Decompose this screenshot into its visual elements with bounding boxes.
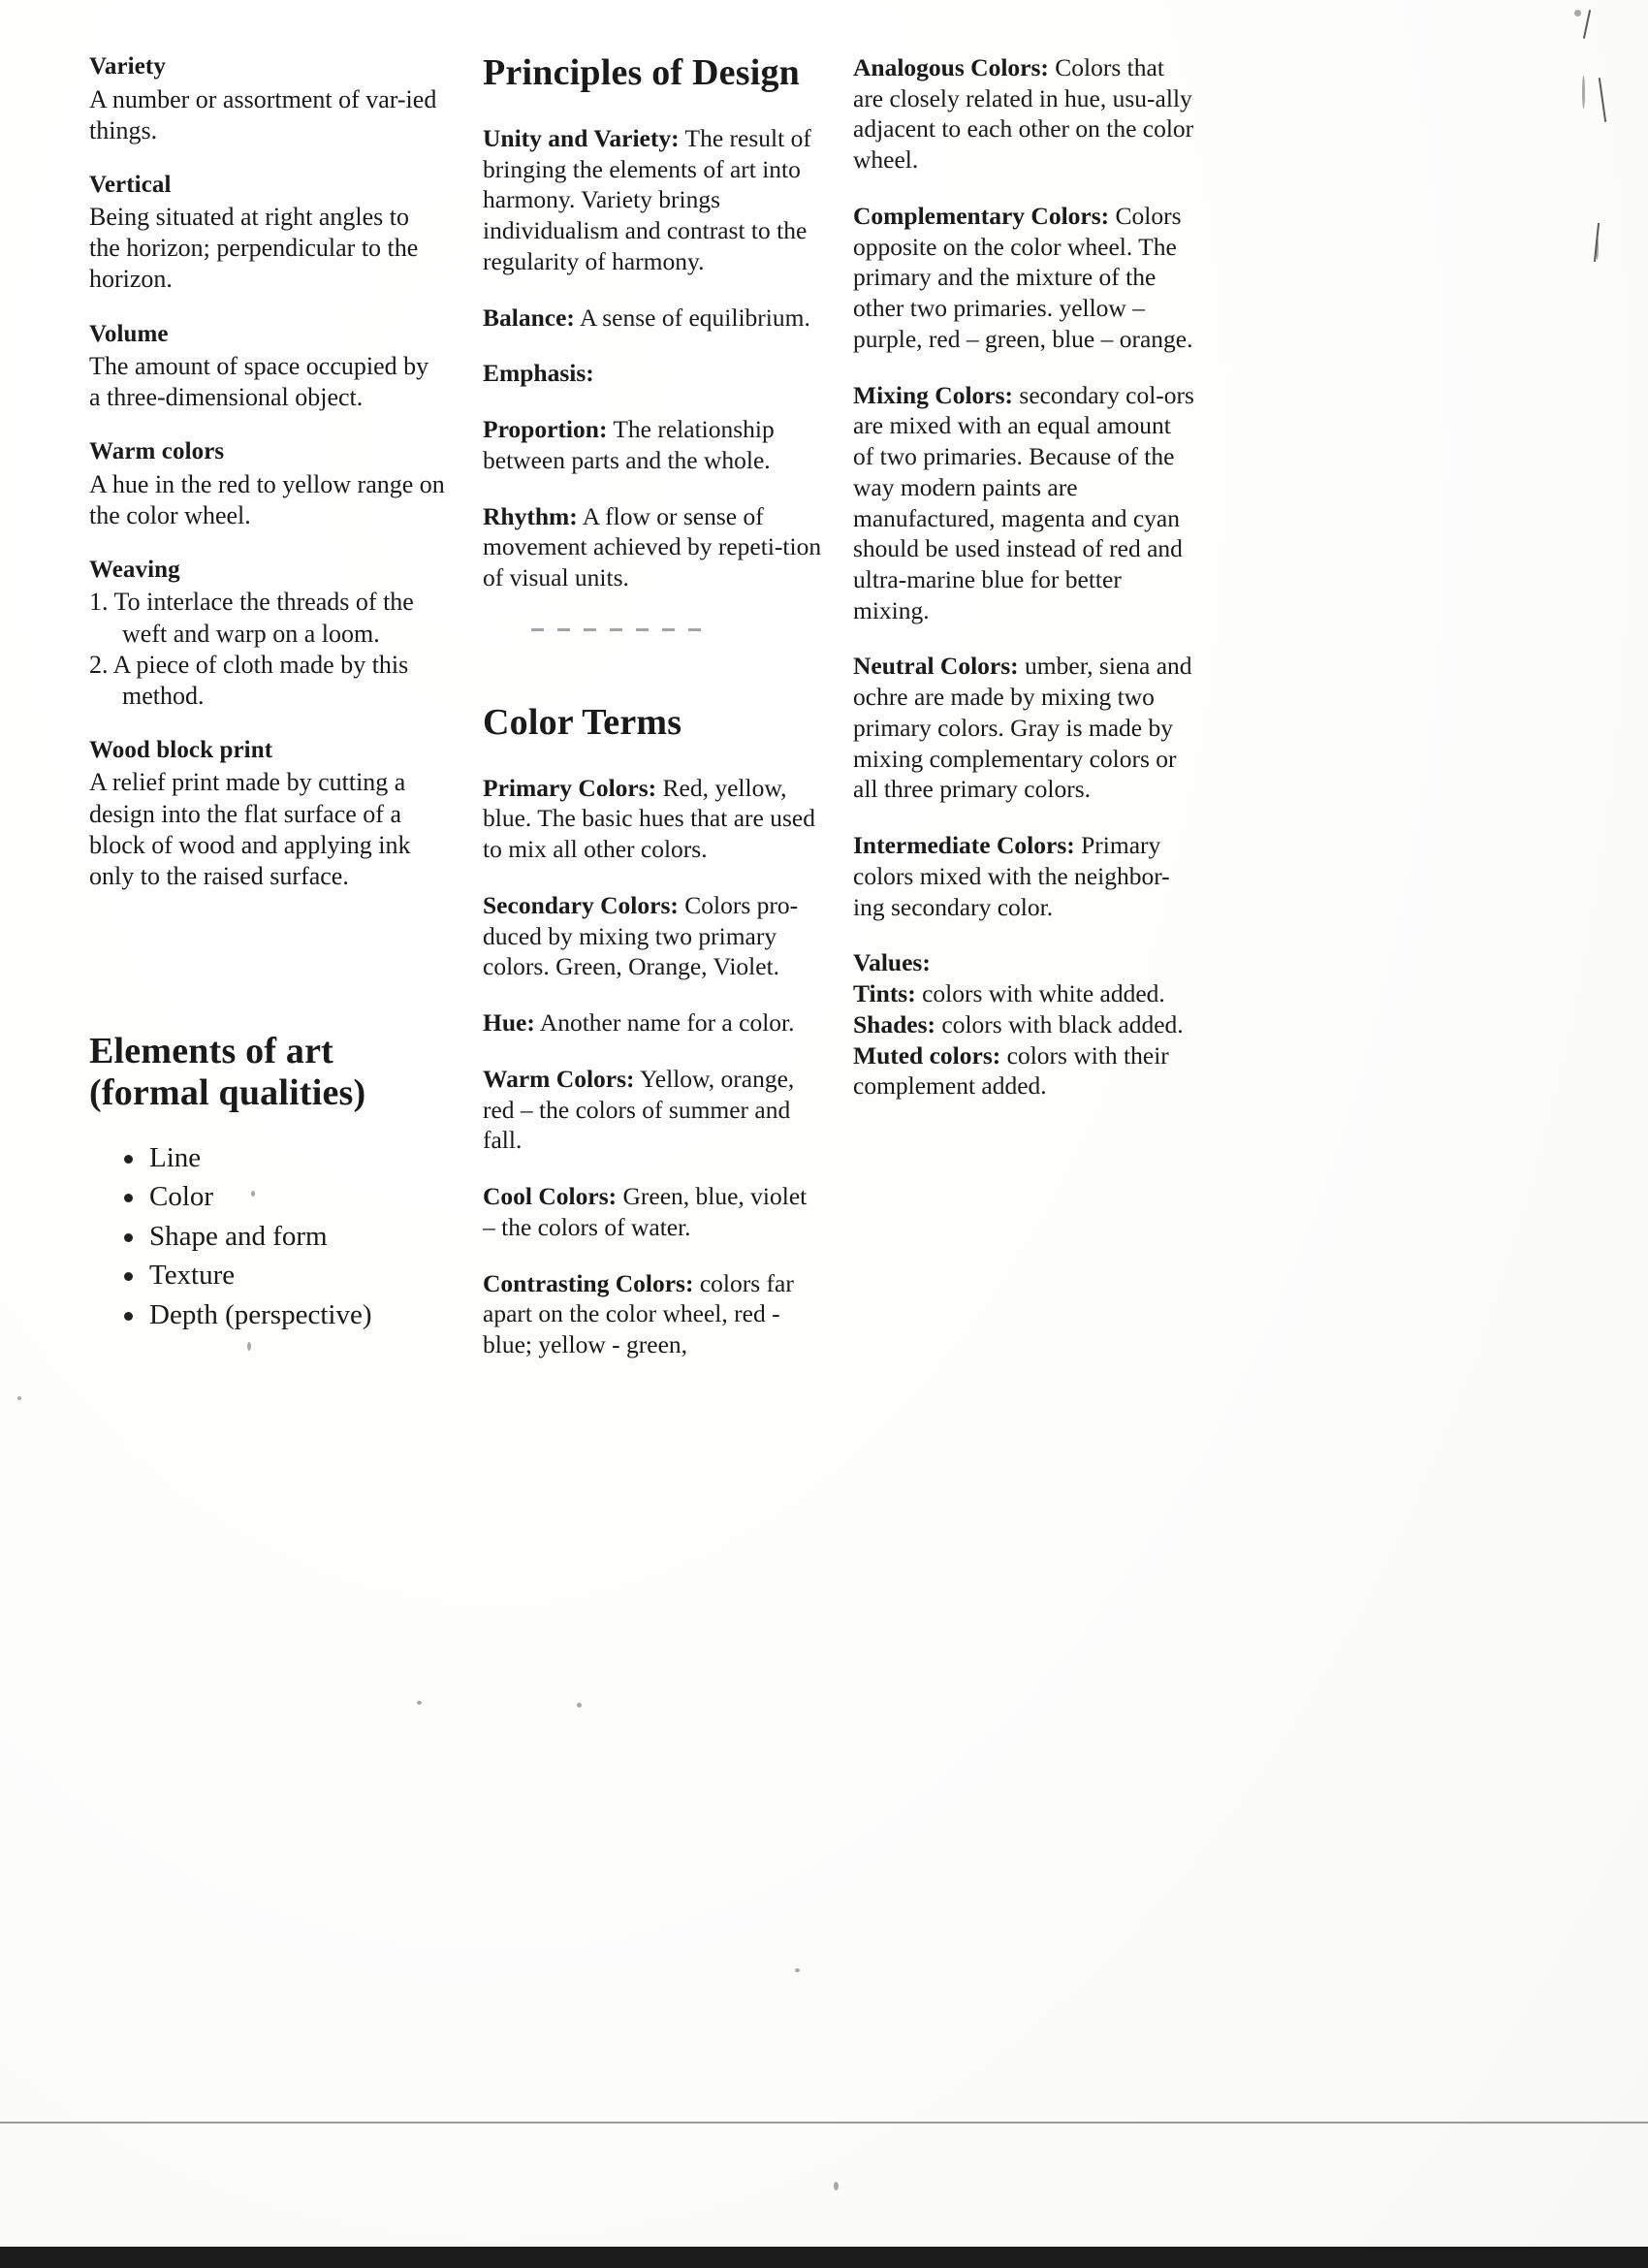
- term-label: Variety: [89, 53, 166, 80]
- elements-of-art-list: [89, 1139, 446, 1334]
- glossary-entry: [89, 52, 446, 146]
- page-bottom-rule: [0, 2122, 1648, 2124]
- color-term-body: Primary colors mixed with the neighbor-ing secondary color.: [853, 831, 1170, 921]
- glossary-entry-weaving: [89, 556, 446, 712]
- section-heading: [89, 1031, 446, 1114]
- color-term-lead: Hue:: [483, 1008, 535, 1038]
- color-term-entry: [483, 1181, 824, 1242]
- color-term-lead: Primary Colors:: [483, 773, 657, 802]
- definition-text: Being situated at right angles to the horizon; perpendicular to the horizon.: [89, 203, 419, 294]
- color-term-entry: [853, 201, 1197, 355]
- term-label: Weaving: [89, 556, 180, 583]
- principle-body: The result of bringing the elements of art into harmony. Variety brings individualism and contrast to the regularity of harmony.: [483, 123, 811, 275]
- scan-artifact-dashed-line: [531, 628, 711, 631]
- color-term-body: secondary col-ors are mixed with an equal amount of two primaries. Because of the way modern paints are manufactured, magenta and cyan should be used instead of red and ultra-marine blue for better mixing.: [853, 380, 1194, 624]
- color-term-body: Colors pro-duced by mixing two primary colors. Green, Orange, Violet.: [483, 890, 799, 981]
- principle-body: A flow or sense of movement achieved by repeti-tion of visual units.: [483, 501, 822, 592]
- values-entry: [853, 978, 1197, 1009]
- definition-text: A relief print made by cutting a design into the flat surface of a block of wood and applying ink only to the raised surface.: [89, 768, 411, 890]
- color-term-lead: Cool Colors:: [483, 1182, 618, 1211]
- definition-text: The amount of space occupied by a three-dimensional object.: [89, 352, 429, 412]
- definition-text: A number or assortment of var-ied things.: [89, 84, 437, 144]
- values-heading-label: Values:: [853, 948, 931, 977]
- color-term-entry: [853, 830, 1197, 922]
- color-term-body: Red, yellow, blue. The basic hues that are used to mix all other colors.: [483, 773, 815, 864]
- principle-entry: [483, 123, 824, 277]
- principle-lead: Emphasis:: [483, 359, 594, 388]
- section-heading-principles-of-design: Principles of Design: [483, 52, 800, 93]
- color-term-body: Green, blue, violet – the colors of water.: [483, 1182, 808, 1241]
- list-item: Texture: [122, 1257, 446, 1294]
- left-column: [89, 52, 446, 1336]
- values-body: colors with their complement added.: [853, 1040, 1169, 1101]
- values-lead: Tints:: [853, 979, 916, 1008]
- principle-lead: Rhythm:: [483, 501, 578, 530]
- color-term-entry: [853, 380, 1197, 626]
- color-term-body: Yellow, orange, red – the colors of summer and fall.: [483, 1064, 795, 1155]
- values-entry: [853, 1009, 1197, 1040]
- scanner-dark-edge: [0, 2247, 1648, 2268]
- color-term-lead: Secondary Colors:: [483, 890, 679, 919]
- color-term-body: Another name for a color.: [534, 1008, 795, 1038]
- color-term-lead: Complementary Colors:: [853, 201, 1110, 230]
- color-term-entry: [853, 651, 1197, 805]
- color-term-lead: Mixing Colors:: [853, 380, 1014, 409]
- principle-entry: [483, 501, 824, 593]
- glossary-entry-wood-block-print: [89, 736, 446, 892]
- color-term-body: Colors that are closely related in hue, usu-ally adjacent to each other on the color wheel.: [853, 53, 1194, 175]
- list-item: Color: [122, 1178, 446, 1216]
- values-heading: [853, 947, 1197, 978]
- values-body: colors with white added.: [915, 979, 1165, 1008]
- principle-body: A sense of equilibrium.: [574, 303, 810, 332]
- color-term-lead: Contrasting Colors:: [483, 1268, 694, 1297]
- list-item: Shape and form: [122, 1218, 446, 1256]
- section-heading-color-terms: Color Terms: [483, 701, 682, 743]
- color-term-lead: Neutral Colors:: [853, 652, 1019, 681]
- list-item: Line: [122, 1139, 446, 1177]
- color-term-body: colors far apart on the color wheel, red - blue; yellow - green,: [483, 1268, 794, 1358]
- color-term-lead: Analogous Colors:: [853, 53, 1049, 81]
- color-term-entry: [483, 890, 824, 982]
- principle-lead: Balance:: [483, 303, 575, 332]
- color-term-entry: [483, 1268, 824, 1360]
- weaving-definition-list: [89, 587, 446, 711]
- middle-column: [483, 52, 824, 1386]
- elements-of-art-section: [89, 1031, 446, 1334]
- color-term-body: umber, siena and ochre are made by mixing two primary colors. Gray is made by mixing complementary colors or all three primary colors.: [853, 652, 1192, 804]
- list-item: 1. To interlace the threads of the weft and warp on a loom.: [89, 588, 414, 648]
- term-label: Wood block print: [89, 736, 273, 763]
- principle-body: The relationship between parts and the whole.: [483, 415, 775, 474]
- principle-entry: [483, 414, 824, 475]
- color-term-entry: [483, 773, 824, 865]
- section-heading-line2: (formal qualities): [89, 1071, 366, 1113]
- principle-lead: Unity and Variety:: [483, 123, 680, 152]
- glossary-entry: [89, 320, 446, 414]
- color-term-entry: [483, 1007, 824, 1038]
- values-section: [853, 947, 1197, 1102]
- term-label: Vertical: [89, 171, 172, 198]
- glossary-entry: [89, 437, 446, 531]
- values-lead: Shades:: [853, 1009, 936, 1038]
- color-term-lead: Intermediate Colors:: [853, 831, 1075, 860]
- list-item: Depth (perspective): [122, 1296, 446, 1334]
- term-label: Warm colors: [89, 438, 225, 465]
- glossary-entry: [89, 171, 446, 296]
- values-lead: Muted colors:: [853, 1040, 1001, 1070]
- color-term-entry: [853, 52, 1197, 176]
- definition-text: A hue in the red to yellow range on the color wheel.: [89, 469, 445, 529]
- right-column: [853, 52, 1197, 1127]
- section-heading-line1: Elements of art: [89, 1030, 334, 1071]
- color-term-lead: Warm Colors:: [483, 1064, 635, 1093]
- principle-entry: [483, 303, 824, 334]
- term-label: Volume: [89, 320, 169, 347]
- principle-lead: Proportion:: [483, 415, 608, 444]
- values-body: colors with black added.: [935, 1009, 1184, 1038]
- principle-entry: [483, 358, 824, 389]
- color-term-body: Colors opposite on the color wheel. The primary and the mixture of the other two primaries. yellow – purple, red – green, blue – orange.: [853, 201, 1193, 353]
- values-entry: [853, 1040, 1197, 1102]
- column-spacer: [89, 916, 446, 1031]
- color-term-entry: [483, 1064, 824, 1156]
- list-item: 2. A piece of cloth made by this method.: [89, 650, 409, 710]
- three-column-layout: [0, 52, 1648, 1386]
